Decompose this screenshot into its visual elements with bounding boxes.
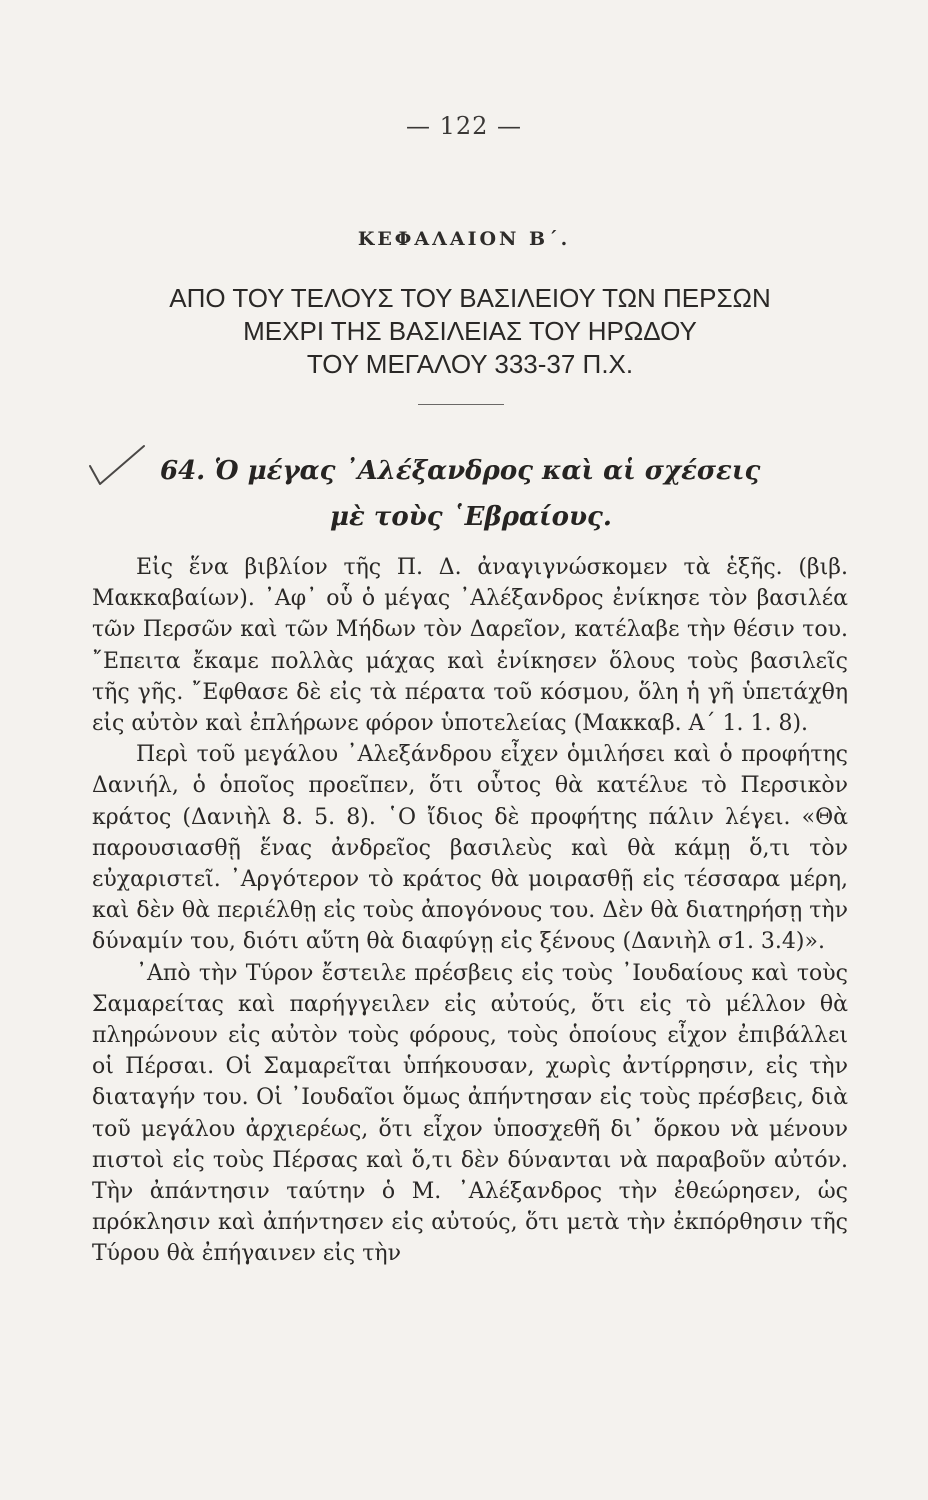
section-title bbox=[160, 448, 800, 540]
page-number: — 122 — bbox=[405, 112, 523, 140]
section-title-line-2: μὲ τοὺς ῾Εβραίους. bbox=[330, 502, 612, 532]
period-title bbox=[60, 282, 880, 381]
paragraph-2: Περὶ τοῦ μεγάλου ᾿Αλεξάνδρου εἶχεν ὁμιλήσει καὶ ὁ προφήτης Δανιήλ, ὁ ὁποῖος προεῖπεν, ὅτι οὗτος θὰ κατέλυε τὸ Περσικὸν κράτος (Δανιὴλ 8. 5. 8). ῾Ο ἴδιος δὲ προφήτης πάλιν λέγει. «Θὰ παρουσιασθῇ ἕνας ἀνδρεῖος βασιλεὺς καὶ θὰ κάμῃ ὅ,τι τὸν εὐχαριστεῖ. ᾿Αργότερον τὸ κράτος θὰ μοιρασθῇ εἰς τέσσαρα μέρη, καὶ δὲν θὰ περιέλθῃ εἰς τοὺς ἀπογόνους του. Δὲν θὰ διατηρήσῃ τὴν δύναμίν του, διότι αὕτη θὰ διαφύγῃ εἰς ξένους (Δανιὴλ σ1. 3.4)». bbox=[92, 742, 848, 955]
chapter-heading: ΚΕΦΑΛΑΙΟΝ Β΄. bbox=[357, 228, 571, 250]
divider-rule bbox=[418, 404, 504, 405]
period-title-line-1: ΑΠΟ ΤΟΥ ΤΕΛΟΥΣ ΤΟΥ ΒΑΣΙΛΕΙΟΥ ΤΩΝ ΠΕΡΣΩΝ bbox=[169, 283, 771, 313]
period-title-line-3: ΤΟΥ ΜΕΓΑΛΟΥ 333-37 Π.Χ. bbox=[306, 349, 634, 379]
period-title-line-2: ΜΕΧΡΙ ΤΗΣ ΒΑΣΙΛΕΙΑΣ ΤΟΥ ΗΡΩΔΟΥ bbox=[243, 316, 697, 346]
handwritten-check-mark-icon bbox=[88, 444, 148, 494]
paragraph-3: ᾿Απὸ τὴν Τύρον ἔστειλε πρέσβεις εἰς τοὺς ᾿Ιουδαίους καὶ τοὺς Σαμαρείτας καὶ παρήγγειλεν εἰς αὐτούς, ὅτι εἰς τὸ μέλλον θὰ πληρώνουν εἰς αὐτὸν τοὺς φόρους, τοὺς ὁποίους εἶχον ἐπιβάλλει οἱ Πέρσαι. Οἱ Σαμαρεῖται ὑπήκουσαν, χωρὶς ἀντίρρησιν, εἰς τὴν διαταγήν του. Οἱ ᾿Ιουδαῖοι ὅμως ἀπήντησαν εἰς τοὺς πρέσβεις, διὰ τοῦ μεγάλου ἀρχιερέως, ὅτι εἶχον ὑποσχεθῆ δι᾿ ὅρκου νὰ μένουν πιστοὶ εἰς τοὺς Πέρσας καὶ ὅ,τι δὲν δύνανται νὰ παραβοῦν αὐτόν. Τὴν ἀπάντησιν ταύτην ὁ Μ. ᾿Αλέξανδρος τὴν ἐθεώρησεν, ὡς πρόκλησιν καὶ ἀπήντησεν εἰς αὐτούς, ὅτι μετὰ τὴν ἐκπόρθησιν τῆς Τύρου θὰ ἐπήγαινεν εἰς τὴν bbox=[92, 960, 848, 1267]
section-title-line-1: 64. Ὁ μέγας ᾿Αλέξανδρος καὶ αἱ σχέσεις bbox=[160, 456, 761, 486]
paragraph-1: Εἰς ἕνα βιβλίον τῆς Π. Δ. ἀναγιγνώσκομεν τὰ ἑξῆς. (βιβ. Μακκαβαίων). ᾿Αφ᾿ οὗ ὁ μέγας ᾿Αλέξανδρος ἐνίκησε τὸν βασιλέα τῶν Περσῶν καὶ τῶν Μήδων τὸν Δαρεῖον, κατέλαβε τὴν θέσιν του. ῎Επειτα ἔκαμε πολλὰς μάχας καὶ ἐνίκησεν ὅλους τοὺς βασιλεῖς τῆς γῆς. ῎Εφθασε δὲ εἰς τὰ πέρατα τοῦ κόσμου, ὅλη ἡ γῆ ὑπετάχθη εἰς αὐτὸν καὶ ἐπλήρωνε φόρον ὑποτελείας (Μακκαβ. Α΄ 1. 1. 8). bbox=[92, 555, 848, 737]
body-text bbox=[92, 552, 848, 1270]
